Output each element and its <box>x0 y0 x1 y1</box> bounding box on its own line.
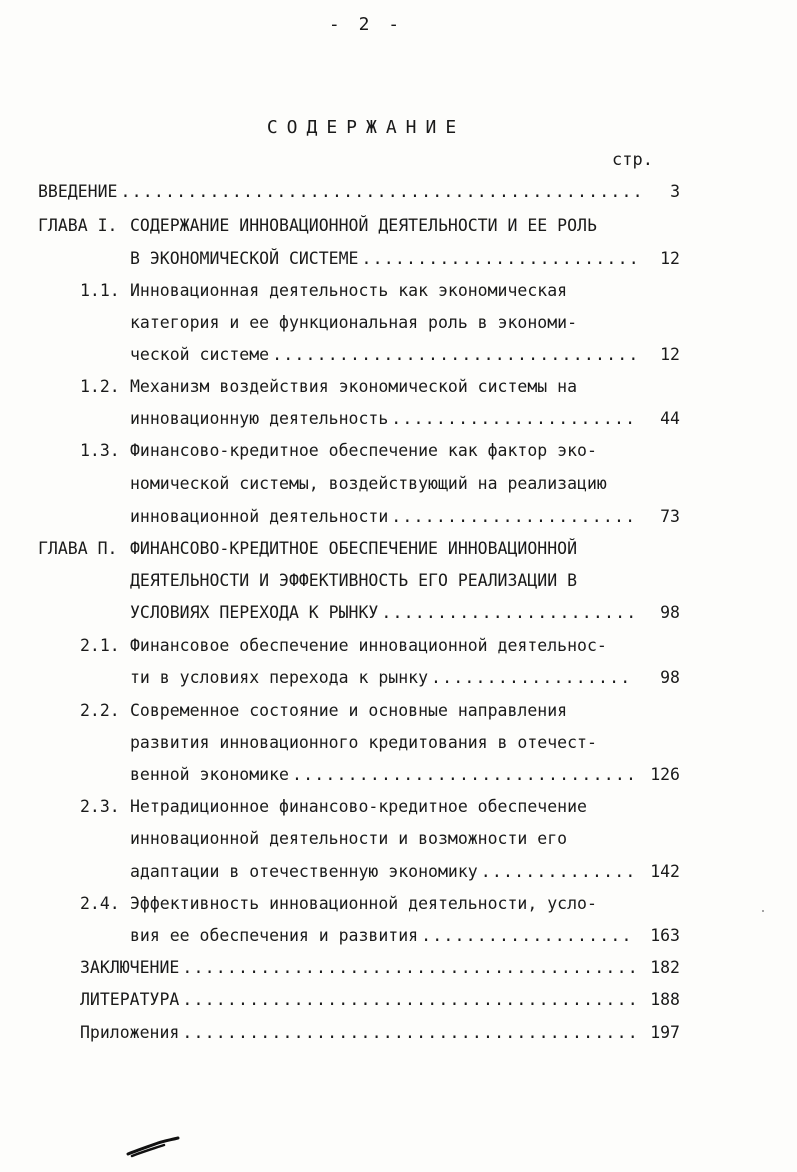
toc-entry-s22 <box>130 765 638 784</box>
toc-entry-literature <box>80 990 640 1009</box>
toc-entry-intro <box>38 182 650 201</box>
toc-page-number: 197 <box>650 1023 680 1042</box>
toc-entry-s11 <box>130 345 638 364</box>
handwritten-signature <box>124 1130 184 1160</box>
scan-speck <box>762 910 764 912</box>
toc-page-number: 73 <box>660 507 680 526</box>
leader-dots <box>120 182 647 201</box>
toc-page-number: 98 <box>660 603 680 622</box>
toc-page-number: 44 <box>660 409 680 428</box>
toc-entry-line: Финансовое обеспечение инновационной деятельнос- <box>130 636 607 655</box>
toc-section-number: 1.3. <box>80 441 120 460</box>
toc-entry-s24 <box>130 926 638 945</box>
toc-entry-text: инновационной деятельности <box>130 507 389 526</box>
toc-entry-s23 <box>130 862 638 881</box>
toc-entry-line: ДЕЯТЕЛЬНОСТИ И ЭФФЕКТИВНОСТЬ ЕГО РЕАЛИЗАЦИИ В <box>130 571 578 590</box>
toc-page-number: 12 <box>660 345 680 364</box>
leader-dots <box>182 1023 637 1042</box>
toc-entry-line: СОДЕРЖАНИЕ ИННОВАЦИОННОЙ ДЕЯТЕЛЬНОСТИ И ЕЕ РОЛЬ <box>130 216 597 235</box>
toc-entry-text: вия ее обеспечения и развития <box>130 926 419 945</box>
toc-entry-s12 <box>130 409 638 428</box>
toc-section-number: 1.1. <box>80 281 120 300</box>
toc-entry-text: ЛИТЕРАТУРА <box>80 990 180 1009</box>
toc-chapter-number: ГЛАВА П. <box>38 539 118 558</box>
leader-dots <box>391 507 635 526</box>
leader-dots <box>361 249 635 268</box>
leader-dots <box>292 765 635 784</box>
toc-page-number: 142 <box>650 862 680 881</box>
toc-entry-text: венной экономике <box>130 765 289 784</box>
toc-entry-line: Эффективность инновационной деятельности, усло- <box>130 894 597 913</box>
toc-entry-line: инновационной деятельности и возможности его <box>130 829 568 848</box>
toc-entry-text: ческой системе <box>130 345 270 364</box>
toc-page-number: 12 <box>660 249 680 268</box>
toc-entry-s13 <box>130 507 638 526</box>
toc-entry-line: Современное состояние и основные направления <box>130 701 568 720</box>
toc-entry-line: Инновационная деятельность как экономическая <box>130 281 568 300</box>
toc-entry-ch2 <box>130 603 638 622</box>
page-number: - 2 - <box>328 14 404 35</box>
toc-entry-text: ти в условиях перехода к рынку <box>130 668 429 687</box>
toc-section-number: 2.4. <box>80 894 120 913</box>
toc-entry-text: инновационную деятельность <box>130 409 389 428</box>
toc-section-number: 2.2. <box>80 701 120 720</box>
toc-entry-line: Механизм воздействия экономической системы на <box>130 377 578 396</box>
toc-entry-ch1 <box>130 249 638 268</box>
leader-dots <box>481 862 635 881</box>
toc-entry-text: УСЛОВИЯХ ПЕРЕХОДА К РЫНКУ <box>130 603 379 622</box>
toc-chapter-number: ГЛАВА I. <box>38 216 118 235</box>
page-column-header: стр. <box>612 150 653 170</box>
leader-dots <box>182 990 637 1009</box>
toc-entry-line: Нетрадиционное финансово-кредитное обеспечение <box>130 797 587 816</box>
toc-section-number: 2.1. <box>80 636 120 655</box>
toc-entry-text: Приложения <box>80 1023 180 1042</box>
toc-entry-text: В ЭКОНОМИЧЕСКОЙ СИСТЕМЕ <box>130 249 359 268</box>
toc-page-number: 98 <box>660 668 680 687</box>
toc-entry-conclusion <box>80 958 640 977</box>
toc-entry-line: номической системы, воздействующий на реализацию <box>130 474 607 493</box>
toc-entry-text: ВВЕДЕНИЕ <box>38 182 118 201</box>
leader-dots <box>272 345 635 364</box>
page-title: СОДЕРЖАНИЕ <box>266 117 466 138</box>
toc-page-number: 188 <box>650 990 680 1009</box>
leader-dots <box>421 926 635 945</box>
toc-entry-s21 <box>130 668 638 687</box>
toc-entry-line: развития инновационного кредитования в отечест- <box>130 733 597 752</box>
toc-entry-text: адаптации в отечественную экономику <box>130 862 478 881</box>
toc-entry-line: Финансово-кредитное обеспечение как фактор эко- <box>130 441 597 460</box>
toc-page-number: 126 <box>650 765 680 784</box>
toc-section-number: 2.3. <box>80 797 120 816</box>
toc-section-number: 1.2. <box>80 377 120 396</box>
toc-entry-appendix <box>80 1023 640 1042</box>
toc-entry-line: категория и ее функциональная роль в экономи- <box>130 313 578 332</box>
toc-page-number: 3 <box>670 182 680 201</box>
leader-dots <box>381 603 635 622</box>
leader-dots <box>431 668 635 687</box>
leader-dots <box>391 409 635 428</box>
leader-dots <box>182 958 637 977</box>
toc-page-number: 182 <box>650 958 680 977</box>
toc-entry-text: ЗАКЛЮЧЕНИЕ <box>80 958 180 977</box>
toc-page-number: 163 <box>650 926 680 945</box>
toc-entry-line: ФИНАНСОВО-КРЕДИТНОЕ ОБЕСПЕЧЕНИЕ ИННОВАЦИОННОЙ <box>130 539 578 558</box>
